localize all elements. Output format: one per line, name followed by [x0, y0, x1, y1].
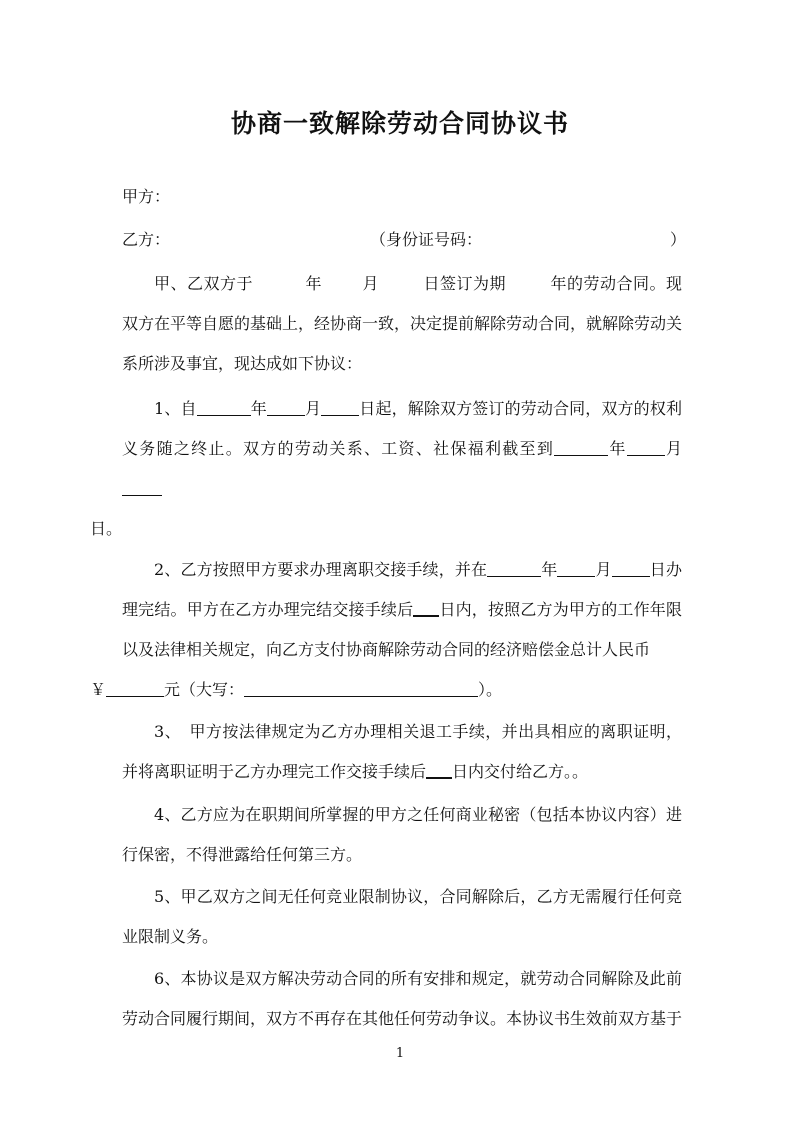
- clause2-month: 月: [595, 560, 612, 579]
- clause-5: 5、甲乙双方之间无任何竞业限制协议，合同解除后，乙方无需履行任何竞业限制义务。: [122, 887, 682, 946]
- clause1-end: 日。: [90, 519, 123, 538]
- page-number: 1: [395, 1046, 405, 1061]
- blank-field[interactable]: [627, 437, 665, 456]
- clause1-month2: 月: [664, 439, 682, 458]
- clause1-year2: 年: [608, 439, 627, 458]
- blank-field[interactable]: [612, 558, 650, 577]
- party-a-line: [122, 185, 170, 209]
- blank-field[interactable]: [426, 759, 452, 779]
- clause2-text-a: 2、乙方按照甲方要求办理离职交接手续，并在: [154, 560, 488, 579]
- blank-field[interactable]: [321, 397, 359, 416]
- id-number-label: （身份证号码：: [370, 230, 483, 249]
- intro-paragraph: [122, 264, 682, 384]
- blank-field[interactable]: [122, 477, 162, 496]
- intro-year: 年: [304, 274, 322, 293]
- clause-6: 6、本协议是双方解决劳动合同的所有安排和规定，就劳动合同解除及此前劳动合同履行期间，双方不再存在其他任何劳动争议。本协议书生效前双方基于: [122, 969, 683, 1028]
- blank-field[interactable]: [244, 678, 478, 697]
- blank-field[interactable]: [267, 397, 305, 416]
- clause-4: 4、乙方应为在职期间所掌握的甲方之任何商业秘密（包括本协议内容）进行保密，不得泄露给任何第三方。: [122, 805, 682, 864]
- party-a-label: 甲方：: [122, 187, 171, 206]
- intro-text-b: 日签订为期: [422, 274, 506, 293]
- id-number-close: ）: [670, 230, 687, 249]
- clause2-text-b: 日办理完结。甲方在乙方办理完结交接手续后: [122, 560, 682, 619]
- clause3-text-a: 3、 甲方按法律规定为乙方办理相关退工手续，并出具相应的离职证明，并将离职证明于乙方办理完工作交接手续后: [122, 722, 682, 781]
- clause1-year: 年: [250, 399, 267, 418]
- blank-field[interactable]: [557, 558, 595, 577]
- party-b-label: 乙方：: [122, 230, 171, 249]
- blank-field[interactable]: [106, 678, 164, 697]
- party-b-line: [122, 228, 687, 252]
- clause2-text-c: 日内，按照乙方为甲方的工作年限以及法律相关规定，向乙方支付协商解除劳动合同的经济赔偿金总计人民币: [122, 600, 682, 659]
- clause-1: [90, 389, 682, 549]
- clause-2: [90, 550, 682, 710]
- currency-symbol: ￥: [90, 680, 107, 699]
- document-title: 协商一致解除劳动合同协议书: [230, 109, 569, 138]
- blank-field[interactable]: [554, 437, 608, 456]
- clause1-month: 月: [304, 399, 322, 418]
- clause2-text-e: ）。: [478, 680, 503, 699]
- clause-3: [122, 712, 682, 792]
- blank-field[interactable]: [197, 397, 251, 416]
- blank-field[interactable]: [487, 558, 541, 577]
- clause2-year: 年: [541, 560, 558, 579]
- clause1-text-b: 日起，解除双方签订的劳动合同，双方的权利义务随之终止。双方的劳动关系、工资、社保福利截至到: [122, 399, 682, 458]
- intro-text-c: 年的劳动合同。现双方在平等自愿的基础上，经协商一致，决定提前解除劳动合同，就解除劳动关系所涉及事宜，现达成如下协议：: [122, 274, 683, 373]
- clause2-text-d: 元（大写：: [164, 680, 245, 699]
- clause3-text-b: 日内交付给乙方。。: [452, 762, 589, 781]
- intro-month: 月: [361, 274, 379, 293]
- clause1-text-a: 1、自: [154, 399, 197, 418]
- blank-field[interactable]: [413, 597, 439, 617]
- intro-text-a: 甲、乙双方于: [154, 274, 253, 293]
